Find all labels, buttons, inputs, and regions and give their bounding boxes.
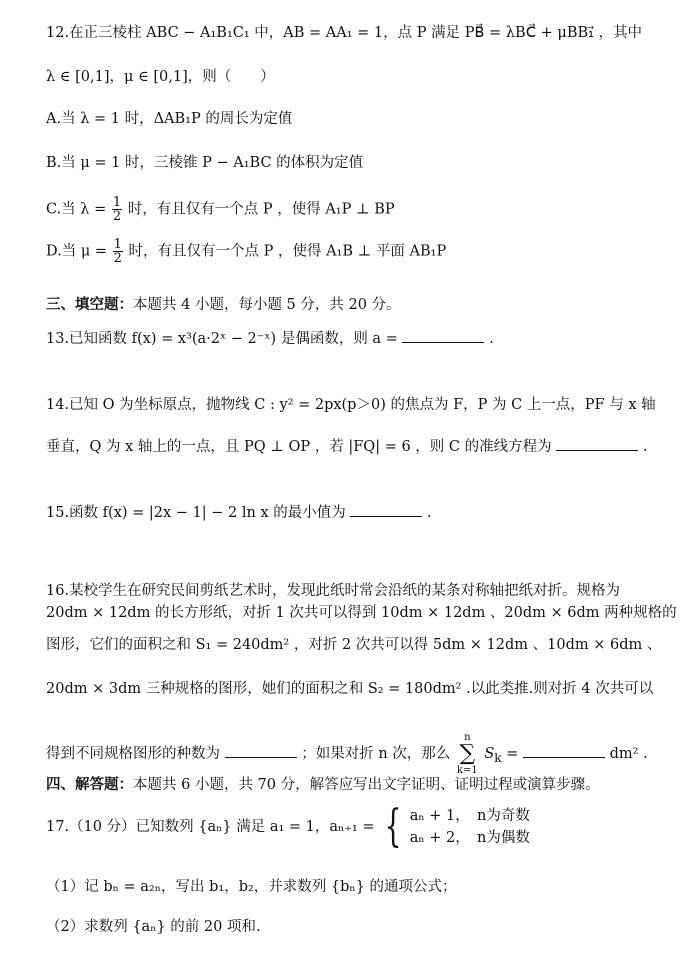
fraction-denominator: 2 [113,251,122,266]
q17-case-2: aₙ + 2， n为偶数 [409,830,530,846]
q12-option-a: A.当 λ = 1 时，ΔAB₁P 的周长为定值 [46,111,293,127]
q16-line2: 20dm × 12dm 的长方形纸，对折 1 次共可以得到 10dm × 12dm 、20dm × 6dm 两种规格的 [46,605,677,621]
q12-line2: λ ∈ [0,1]，μ ∈ [0,1]，则（ ） [46,69,275,85]
q12-option-c [46,196,395,223]
q14-line2 [46,436,647,458]
fraction-half [112,196,122,223]
q16-line5-pre: 得到不同规格图形的种数为 [46,746,220,762]
sum-upper-limit: n [464,732,471,743]
fraction-numerator: 1 [113,237,122,252]
sum-term: S [484,746,495,762]
q17-case-1: aₙ + 1， n为奇数 [409,808,530,824]
fraction-denominator: 2 [112,209,122,224]
q16-line4: 20dm × 3dm 三种规格的图形，她们的面积之和 S₂ = 180dm² .以此类推.则对折 4 次共可以 [46,681,654,697]
q14-end: . [642,439,648,455]
q12-option-c-pre: C.当 λ = [46,201,107,218]
left-brace-icon: { [384,801,402,852]
section-4-heading [46,774,600,796]
q13-answer-blank[interactable] [402,328,484,343]
q12-option-b: B.当 μ = 1 时，三棱锥 P − A₁BC 的体积为定值 [46,155,364,171]
section-3-heading [46,294,401,316]
q13 [46,328,494,350]
q12-option-d [46,238,446,265]
summation-symbol [457,732,478,776]
q16-unit: dm² . [609,746,648,762]
q16-line1: 16.某校学生在研究民间剪纸艺术时，发现此纸时常会沿纸的某条对称轴把纸对折。规格为 [46,583,621,599]
sigma-icon: ∑ [459,741,476,766]
q17-header [46,801,530,852]
q13-end: . [489,331,494,347]
fraction-half [113,238,123,265]
q16-line5 [46,732,648,776]
q17-part1: （1）记 bₙ = a₂ₙ，写出 b₁，b₂，并求数列 {bₙ} 的通项公式； [46,879,457,895]
sum-equals: = [501,746,519,762]
q16-line3: 图形，它们的面积之和 S₁ = 240dm² ，对折 2 次共可以得 5dm × 12dm 、10dm × 6dm 、 [46,637,662,653]
q15-end: . [426,505,432,521]
fraction-numerator: 1 [112,195,122,210]
q12-option-d-pre: D.当 μ = [46,243,108,260]
sum-term-sub: k [494,750,502,765]
q14-line1: 14.已知 O 为坐标原点，抛物线 C : y² = 2px(p＞0) 的焦点为 F，P 为 C 上一点，PF 与 x 轴 [46,397,656,413]
q13-text: 13.已知函数 f(x) = x³(a·2ˣ − 2⁻ˣ) 是偶函数，则 a = [46,331,398,347]
q12-line1: 12.在正三棱柱 ABC − A₁B₁C₁ 中，AB = AA₁ = 1，点 P 满足 PB⃗ = λBC⃗ + μBB₁⃗ ，其中 [46,25,643,41]
q12-option-c-post: 时，有且仅有一个点 P ，使得 A₁P ⊥ BP [127,201,395,218]
q17-pre: 17.（10 分）已知数列 {aₙ} 满足 a₁ = 1，aₙ₊₁ = [46,819,375,835]
q15-answer-blank[interactable] [350,502,422,517]
q15 [46,502,432,524]
section-3-title: 三、填空题： [46,297,133,313]
q14-answer-blank[interactable] [556,436,638,451]
q16-answer-blank-2[interactable] [523,743,605,758]
sum-lower-limit: k=1 [456,765,478,776]
section-4-desc: 本题共 6 小题，共 70 分，解答应写出文字证明、证明过程或演算步骤。 [133,777,600,793]
section-4-title: 四、解答题： [46,777,133,793]
q17-part2: （2）求数列 {aₙ} 的前 20 项和. [46,919,261,935]
q16-answer-blank-1[interactable] [225,743,297,758]
q16-line5-mid: ；如果对折 n 次，那么 [301,746,451,762]
section-3-desc: 本题共 4 小题，每小题 5 分，共 20 分。 [133,297,401,313]
q12-option-d-post: 时，有且仅有一个点 P ，使得 A₁B ⊥ 平面 AB₁P [128,243,447,260]
q15-text: 15.函数 f(x) = |2x − 1| − 2 ln x 的最小值为 [46,505,346,521]
q14-line2-text: 垂直，Q 为 x 轴上的一点，且 PQ ⊥ OP ，若 |FQ| = 6 ，则 C 的准线方程为 [46,439,552,455]
q17-piecewise-cases [410,805,530,849]
